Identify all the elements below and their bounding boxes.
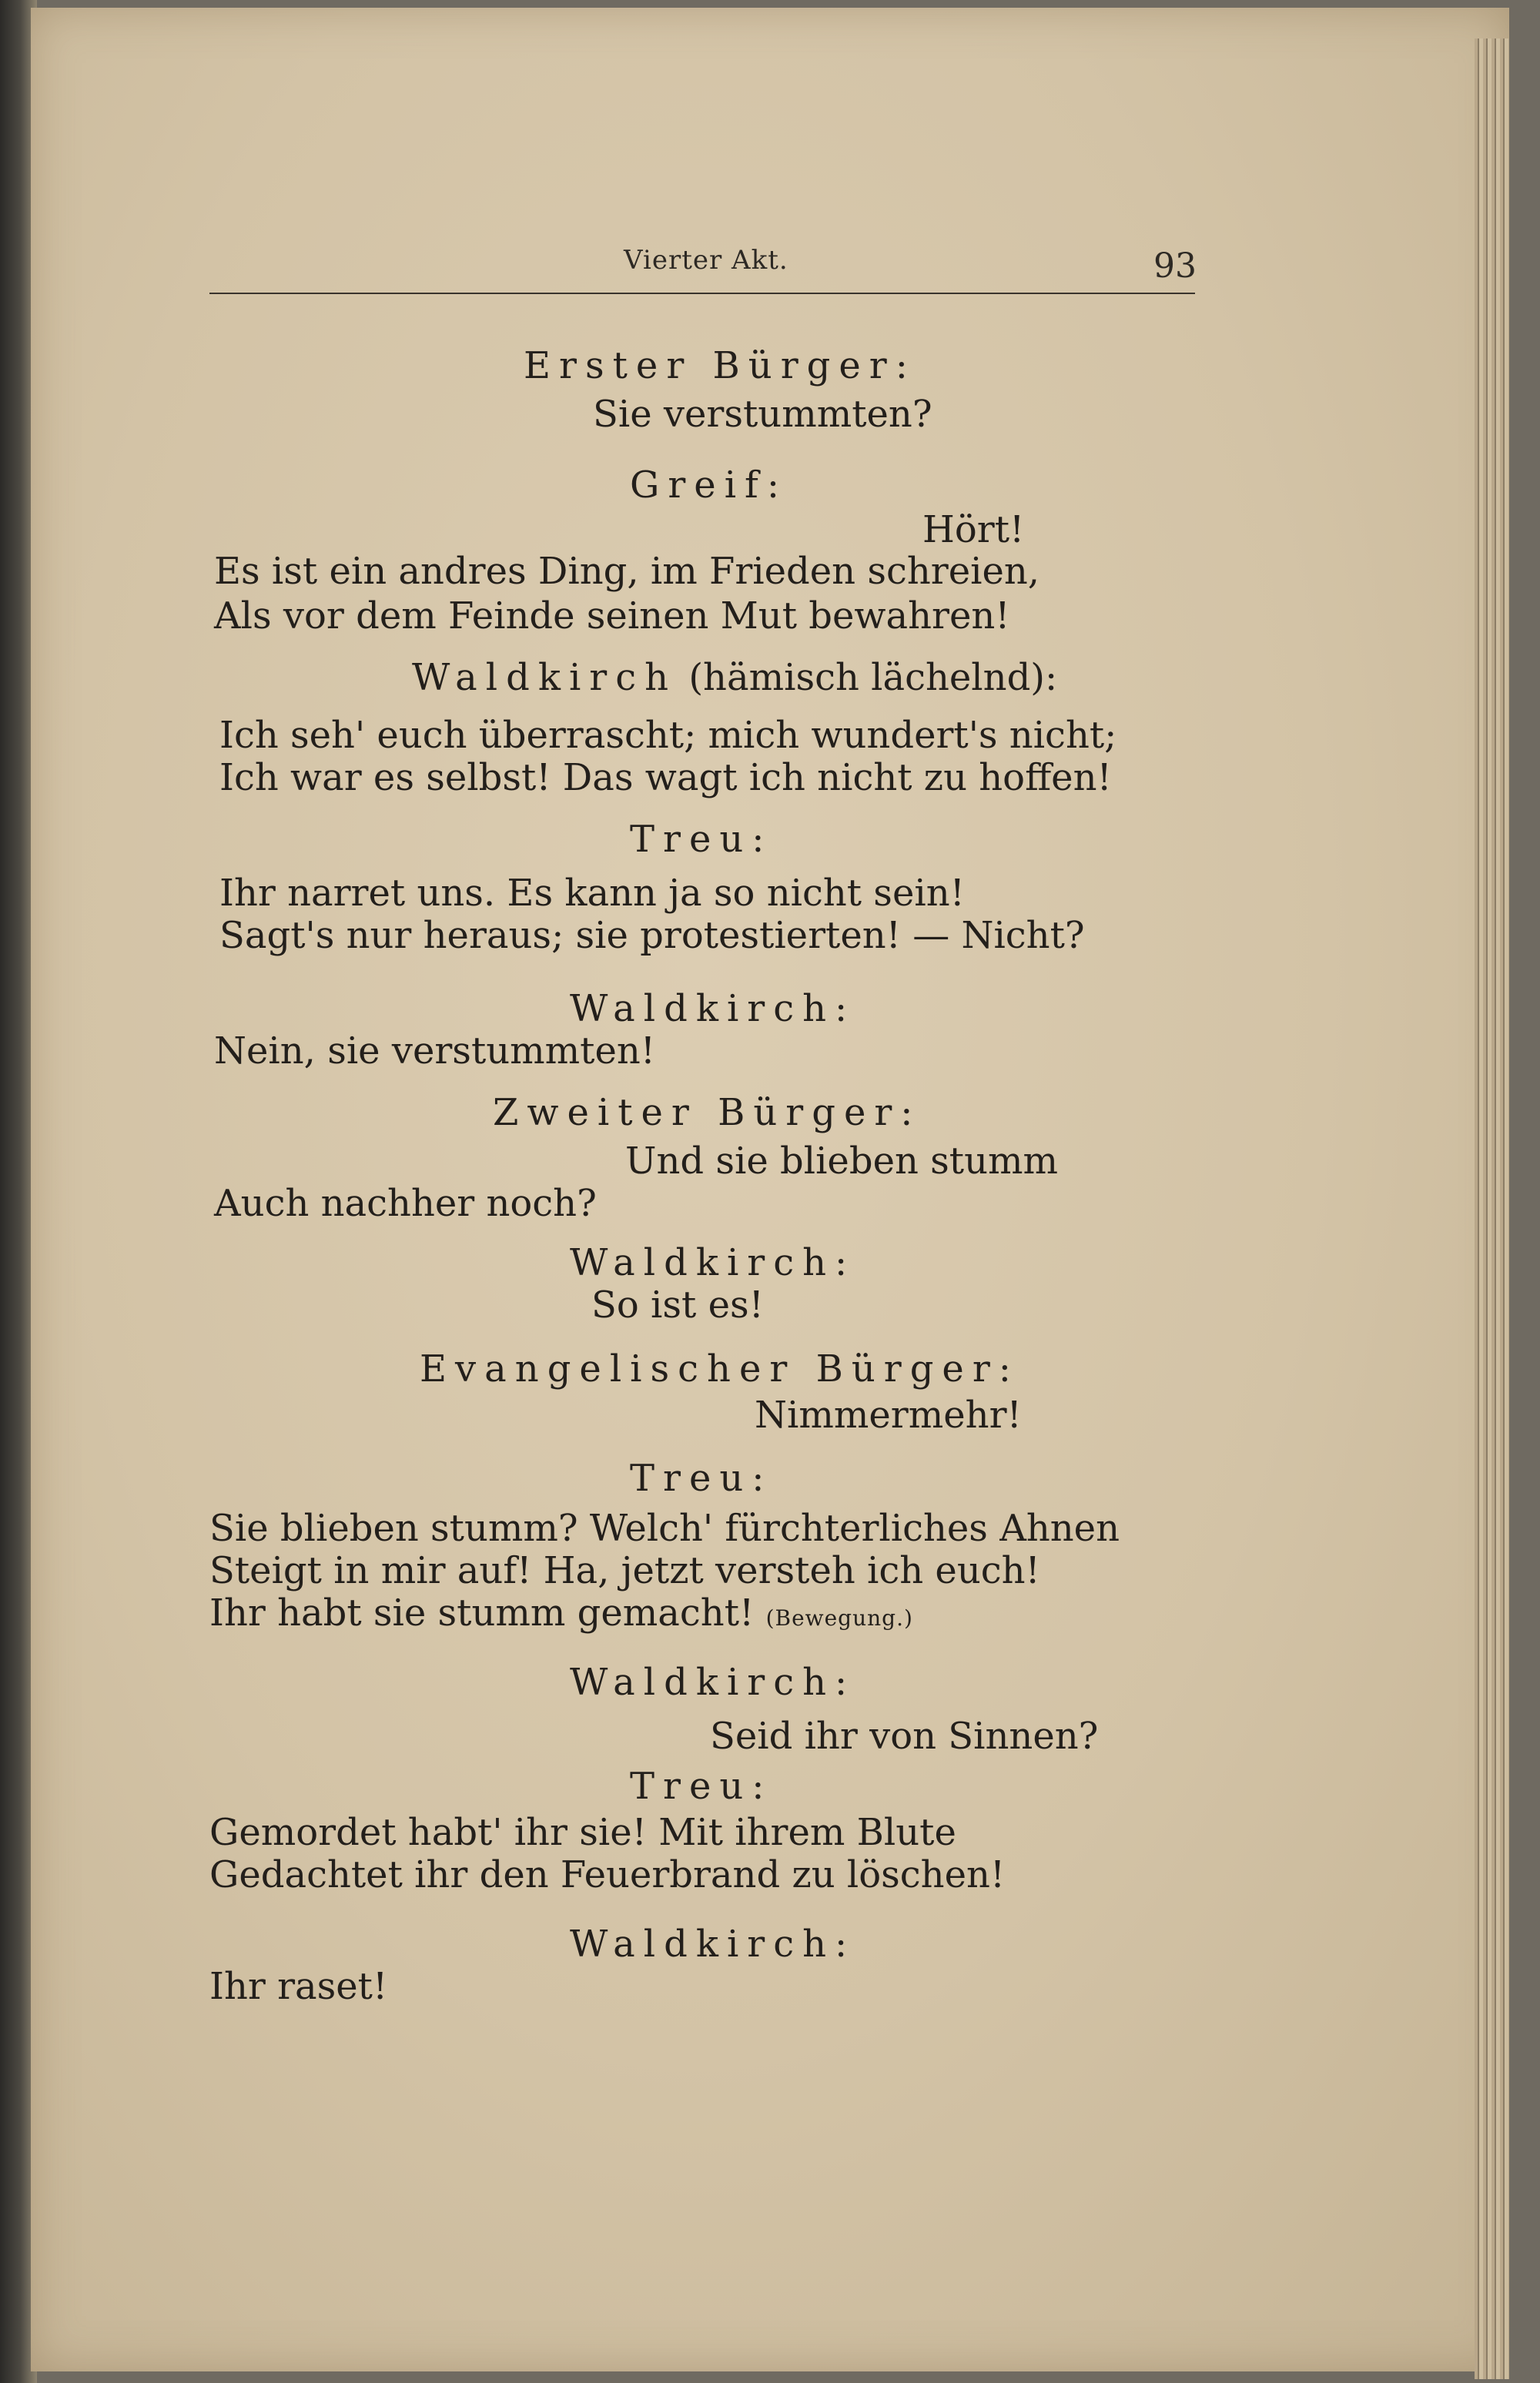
speaker-label: Waldkirch: xyxy=(570,1923,856,1966)
speaker-label: Waldkirch xyxy=(412,656,678,699)
verse-line: Ich war es selbst! Das wagt ich nicht zu hoffen! xyxy=(219,756,1112,799)
verse-line: Seid ihr von Sinnen? xyxy=(710,1715,1099,1758)
verse-line: Ihr raset! xyxy=(209,1965,388,2008)
speaker-label: Treu: xyxy=(630,1457,773,1500)
verse-line: Sie blieben stumm? Welch' fürchterliches Ahnen xyxy=(209,1507,1120,1550)
verse-line: Nimmermehr! xyxy=(755,1394,1022,1437)
page-edge-stack xyxy=(1475,38,1509,2379)
verse-line: So ist es! xyxy=(591,1284,764,1327)
verse-line: Als vor dem Feinde seinen Mut bewahren! xyxy=(214,594,1010,638)
speaker-label: Waldkirch: xyxy=(570,1241,856,1284)
verse-line xyxy=(209,1590,913,1642)
verse-line: Gedachtet ihr den Feuerbrand zu löschen! xyxy=(209,1853,1006,1896)
verse-line: Ich seh' euch überrascht; mich wundert's nicht; xyxy=(219,714,1117,757)
speaker-label: Evangelischer Bürger: xyxy=(420,1347,1019,1391)
speaker-label: Greif: xyxy=(630,464,788,507)
header-rule xyxy=(209,293,1195,294)
verse-line: Sagt's nur heraus; sie protestierten! — Nicht? xyxy=(219,914,1085,957)
verse-line: Und sie blieben stumm xyxy=(625,1140,1059,1183)
verse-line: Steigt in mir auf! Ha, jetzt versteh ich euch! xyxy=(209,1549,1040,1592)
page-number: 93 xyxy=(1153,246,1197,286)
verse-line: Es ist ein andres Ding, im Frieden schreien, xyxy=(214,550,1040,593)
speaker-line xyxy=(412,654,1057,701)
speaker-label: Treu: xyxy=(630,818,773,861)
verse-line: Ihr narret uns. Es kann ja so nicht sein! xyxy=(219,872,965,915)
verse-line: Gemordet habt' ihr sie! Mit ihrem Blute xyxy=(209,1811,956,1854)
verse-line: Nein, sie verstummten! xyxy=(214,1029,656,1073)
running-title: Vierter Akt. xyxy=(624,245,788,276)
verse-text: Ihr habt sie stumm gemacht! xyxy=(209,1591,755,1635)
verse-line: Auch nachher noch? xyxy=(214,1182,597,1225)
speaker-label: Zweiter Bürger: xyxy=(493,1091,922,1134)
stage-direction: (hämisch lächelnd): xyxy=(688,656,1058,699)
speaker-label: Treu: xyxy=(630,1765,773,1808)
speaker-label: Erster Bürger: xyxy=(524,344,916,387)
speaker-label: Waldkirch: xyxy=(570,1661,856,1704)
speaker-label: Waldkirch: xyxy=(570,987,856,1030)
verse-line: Sie verstummten? xyxy=(593,393,932,436)
stage-direction: (Bewegung.) xyxy=(765,1605,913,1631)
verse-line: Hört! xyxy=(922,508,1025,551)
